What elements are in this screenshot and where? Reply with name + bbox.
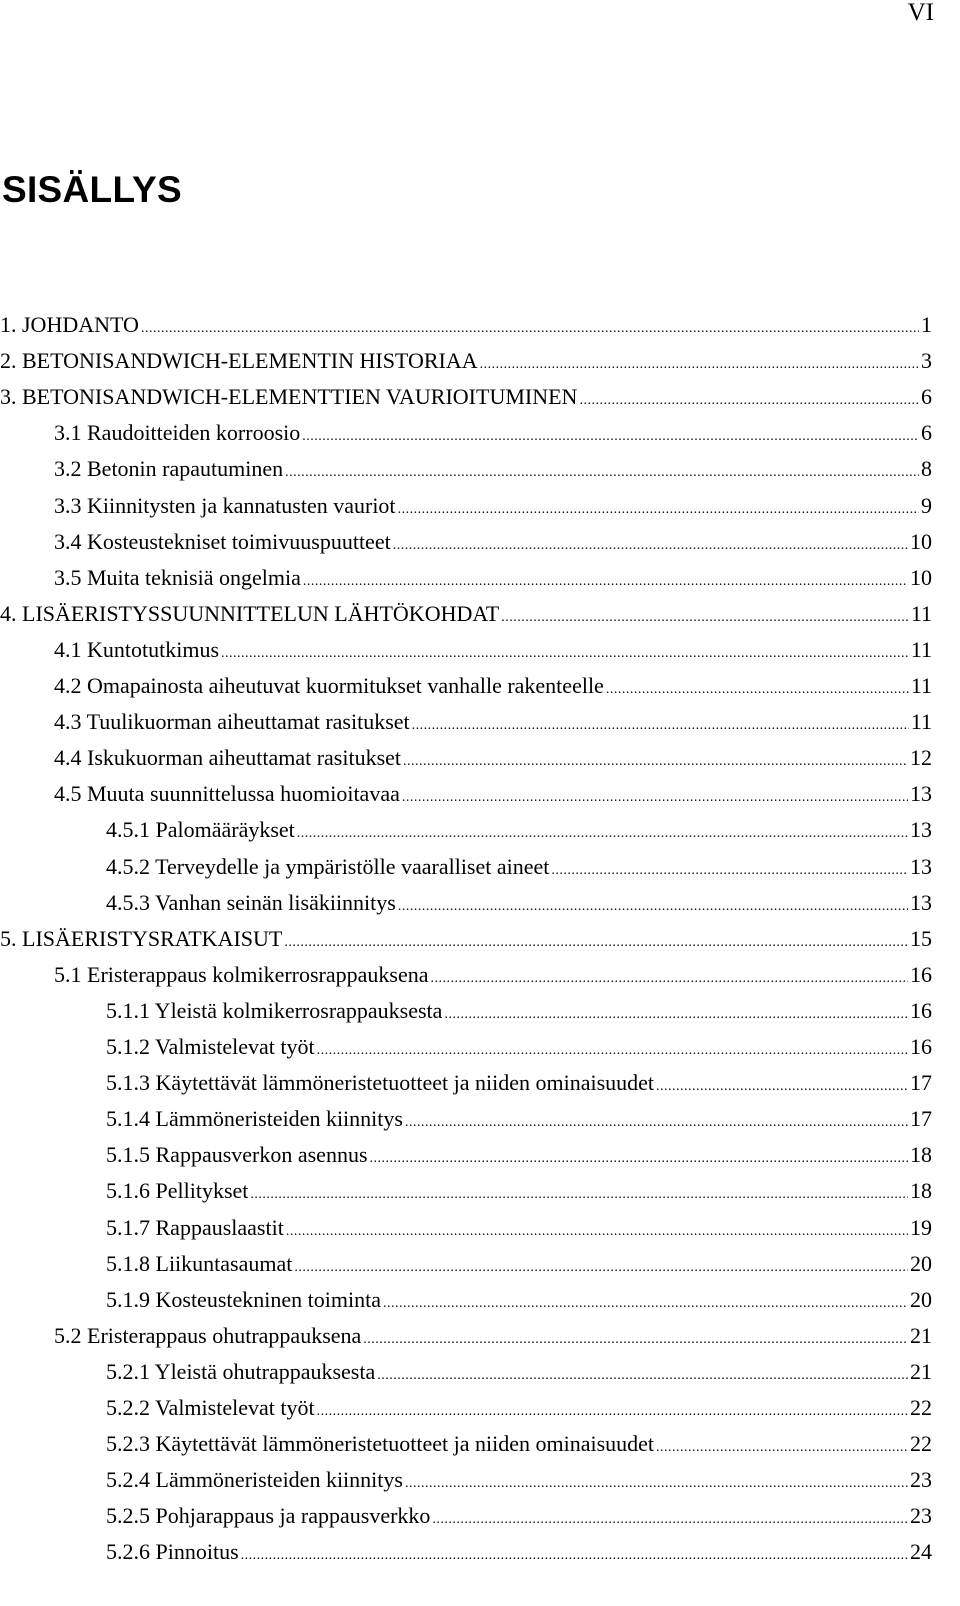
toc-entry-page: 23 bbox=[910, 1503, 932, 1528]
toc-leader-dots bbox=[393, 531, 908, 561]
toc-leader-dots bbox=[501, 603, 909, 633]
toc-leader-dots bbox=[370, 1144, 908, 1174]
toc-leader-dots bbox=[294, 1253, 908, 1283]
toc-leader-dots bbox=[284, 928, 908, 958]
toc-entry-label: 3.2 Betonin rapautuminen bbox=[54, 456, 284, 481]
toc-entry-page: 24 bbox=[910, 1539, 932, 1564]
toc-entry-label: 5.1 Eristerappaus kolmikerrosrappauksena bbox=[54, 962, 429, 987]
toc-entry-label: 4.5.1 Palomääräykset bbox=[106, 817, 295, 842]
toc-entry-page: 13 bbox=[910, 854, 932, 879]
toc-entry-page: 10 bbox=[910, 529, 932, 554]
toc-entry-page: 3 bbox=[921, 348, 932, 373]
toc-leader-dots bbox=[398, 892, 908, 922]
toc-leader-dots bbox=[221, 639, 909, 669]
toc-entry-page: 1 bbox=[921, 312, 932, 337]
toc-entry-page: 20 bbox=[910, 1251, 932, 1276]
toc-leader-dots bbox=[317, 1397, 908, 1427]
toc-entry-page: 6 bbox=[921, 384, 932, 409]
toc-entry-label: 5.1.1 Yleistä kolmikerrosrappauksesta bbox=[106, 998, 443, 1023]
toc-entry-label: 5. LISÄERISTYSRATKAISUT bbox=[0, 926, 283, 951]
toc-entry-page: 11 bbox=[910, 637, 932, 662]
toc-entry-page: 16 bbox=[910, 1034, 932, 1059]
toc-entry[interactable] bbox=[54, 707, 932, 737]
toc-leader-dots bbox=[403, 747, 908, 777]
toc-entry-page: 11 bbox=[910, 709, 932, 734]
toc-entry[interactable] bbox=[106, 1357, 932, 1387]
toc-entry[interactable] bbox=[106, 888, 932, 918]
toc-entry[interactable] bbox=[0, 382, 932, 412]
toc-entry-page: 19 bbox=[910, 1215, 932, 1240]
toc-entry[interactable] bbox=[106, 1176, 932, 1206]
toc-entry-label: 3.1 Raudoitteiden korroosio bbox=[54, 420, 301, 445]
toc-entry-label: 5.1.9 Kosteustekninen toiminta bbox=[106, 1287, 381, 1312]
toc-entry[interactable] bbox=[0, 599, 932, 629]
toc-entry-page: 21 bbox=[910, 1359, 932, 1384]
toc-entry[interactable] bbox=[54, 527, 932, 557]
toc-entry[interactable] bbox=[0, 924, 932, 954]
toc-leader-dots bbox=[363, 1325, 908, 1355]
toc-leader-dots bbox=[432, 1505, 908, 1535]
toc-entry-label: 5.2.1 Yleistä ohutrappauksesta bbox=[106, 1359, 376, 1384]
toc-entry-page: 9 bbox=[921, 493, 932, 518]
toc-entry-label: 5.1.4 Lämmöneristeiden kiinnitys bbox=[106, 1106, 403, 1131]
toc-leader-dots bbox=[431, 964, 909, 994]
toc-entry[interactable] bbox=[106, 1068, 932, 1098]
toc-entry-label: 4. LISÄERISTYSSUUNNITTELUN LÄHTÖKOHDAT bbox=[0, 601, 500, 626]
toc-entry-label: 3.3 Kiinnitysten ja kannatusten vauriot bbox=[54, 493, 396, 518]
toc-leader-dots bbox=[141, 314, 919, 344]
toc-leader-dots bbox=[579, 386, 919, 416]
toc-entry-label: 5.1.2 Valmistelevat työt bbox=[106, 1034, 315, 1059]
toc-entry[interactable] bbox=[106, 1537, 932, 1567]
toc-entry-page: 13 bbox=[910, 781, 932, 806]
toc-entry-page: 10 bbox=[910, 565, 932, 590]
toc-entry-page: 11 bbox=[910, 601, 932, 626]
toc-leader-dots bbox=[444, 1000, 908, 1030]
toc-entry[interactable] bbox=[106, 1285, 932, 1315]
toc-entry[interactable] bbox=[106, 1393, 932, 1423]
page-title: SISÄLLYS bbox=[2, 169, 182, 210]
toc-entry-label: 5.1.3 Käytettävät lämmöneristetuotteet ja niiden ominaisuudet bbox=[106, 1070, 655, 1095]
toc-entry-label: 3.5 Muita teknisiä ongelmia bbox=[54, 565, 301, 590]
toc-leader-dots bbox=[412, 711, 909, 741]
toc-entry-page: 20 bbox=[910, 1287, 932, 1312]
toc-entry[interactable] bbox=[106, 1501, 932, 1531]
toc-entry-page: 17 bbox=[910, 1070, 932, 1095]
toc-leader-dots bbox=[656, 1072, 908, 1102]
toc-leader-dots bbox=[398, 495, 919, 525]
toc-entry-label: 4.1 Kuntotutkimus bbox=[54, 637, 220, 662]
toc-entry[interactable] bbox=[106, 852, 932, 882]
toc-entry-label: 5.1.7 Rappauslaastit bbox=[106, 1215, 284, 1240]
toc-entry-label: 3.4 Kosteustekniset toimivuuspuutteet bbox=[54, 529, 391, 554]
toc-entry-page: 23 bbox=[910, 1467, 932, 1492]
toc-entry-label: 4.5.2 Terveydelle ja ympäristölle vaaralliset aineet bbox=[106, 854, 550, 879]
toc-entry-label: 4.2 Omapainosta aiheutuvat kuormitukset vanhalle rakenteelle bbox=[54, 673, 604, 698]
toc-entry-label: 5.2.4 Lämmöneristeiden kiinnitys bbox=[106, 1467, 403, 1492]
toc-leader-dots bbox=[402, 783, 908, 813]
toc-entry-page: 18 bbox=[910, 1178, 932, 1203]
toc-entry-label: 5.1.8 Liikuntasaumat bbox=[106, 1251, 293, 1276]
toc-leader-dots bbox=[480, 350, 919, 380]
toc-entry[interactable] bbox=[106, 996, 932, 1026]
toc-leader-dots bbox=[241, 1541, 908, 1571]
toc-entry-page: 8 bbox=[921, 456, 932, 481]
toc-entry[interactable] bbox=[0, 310, 932, 340]
toc-entry-label: 3. BETONISANDWICH-ELEMENTTIEN VAURIOITUMINEN bbox=[0, 384, 578, 409]
toc-leader-dots bbox=[405, 1108, 908, 1138]
toc-entry[interactable] bbox=[106, 1429, 932, 1459]
toc-entry-page: 22 bbox=[910, 1431, 932, 1456]
toc-entry[interactable] bbox=[106, 1140, 932, 1170]
toc-leader-dots bbox=[286, 1217, 908, 1247]
toc-entry[interactable] bbox=[106, 1104, 932, 1134]
toc-entry-label: 5.2.3 Käytettävät lämmöneristetuotteet ja niiden ominaisuudet bbox=[106, 1431, 655, 1456]
toc-leader-dots bbox=[303, 567, 908, 597]
toc-leader-dots bbox=[302, 422, 919, 452]
toc-leader-dots bbox=[297, 819, 908, 849]
toc-entry[interactable] bbox=[106, 815, 932, 845]
toc-leader-dots bbox=[377, 1361, 908, 1391]
toc-entry-label: 1. JOHDANTO bbox=[0, 312, 139, 337]
toc-leader-dots bbox=[656, 1433, 908, 1463]
toc-entry[interactable] bbox=[106, 1249, 932, 1279]
toc-entry-page: 15 bbox=[910, 926, 932, 951]
toc-entry-page: 16 bbox=[910, 998, 932, 1023]
toc-entry-label: 5.2.5 Pohjarappaus ja rappausverkko bbox=[106, 1503, 431, 1528]
toc-entry-page: 18 bbox=[910, 1142, 932, 1167]
toc-entry[interactable] bbox=[54, 779, 932, 809]
toc-entry[interactable] bbox=[54, 418, 932, 448]
toc-entry-page: 16 bbox=[910, 962, 932, 987]
toc-entry-label: 4.5 Muuta suunnittelussa huomioitavaa bbox=[54, 781, 400, 806]
toc-entry-page: 17 bbox=[910, 1106, 932, 1131]
toc-leader-dots bbox=[285, 458, 919, 488]
toc-entry-label: 5.2.2 Valmistelevat työt bbox=[106, 1395, 315, 1420]
toc-entry-label: 5.2.6 Pinnoitus bbox=[106, 1539, 239, 1564]
toc-entry[interactable] bbox=[54, 454, 932, 484]
toc-entry[interactable] bbox=[106, 1032, 932, 1062]
toc-entry[interactable] bbox=[106, 1213, 932, 1243]
toc-leader-dots bbox=[551, 856, 908, 886]
toc-entry-page: 11 bbox=[910, 673, 932, 698]
toc-entry-label: 5.1.6 Pellitykset bbox=[106, 1178, 249, 1203]
toc-entry-label: 4.4 Iskukuorman aiheuttamat rasitukset bbox=[54, 745, 402, 770]
toc-entry-page: 13 bbox=[910, 890, 932, 915]
toc-leader-dots bbox=[250, 1180, 908, 1210]
toc-entry[interactable] bbox=[54, 1321, 932, 1351]
toc-entry-label: 4.3 Tuulikuorman aiheuttamat rasitukset bbox=[54, 709, 410, 734]
toc-entry-page: 21 bbox=[910, 1323, 932, 1348]
toc-entry[interactable] bbox=[54, 743, 932, 773]
toc-entry[interactable] bbox=[54, 671, 932, 701]
toc-entry-page: 13 bbox=[910, 817, 932, 842]
toc-entry-page: 12 bbox=[910, 745, 932, 770]
toc-entry-page: 6 bbox=[921, 420, 932, 445]
toc-entry[interactable] bbox=[54, 960, 932, 990]
toc-leader-dots bbox=[606, 675, 909, 705]
toc-entry[interactable] bbox=[54, 491, 932, 521]
toc-entry-label: 5.1.5 Rappausverkon asennus bbox=[106, 1142, 368, 1167]
toc-entry[interactable] bbox=[54, 563, 932, 593]
toc-entry-label: 4.5.3 Vanhan seinän lisäkiinnitys bbox=[106, 890, 396, 915]
toc-entry[interactable] bbox=[106, 1465, 932, 1495]
page-number: VI bbox=[907, 0, 934, 26]
toc-leader-dots bbox=[383, 1289, 908, 1319]
toc-entry-label: 2. BETONISANDWICH-ELEMENTIN HISTORIAA bbox=[0, 348, 478, 373]
toc-leader-dots bbox=[317, 1036, 908, 1066]
toc-leader-dots bbox=[405, 1469, 908, 1499]
toc-entry[interactable] bbox=[54, 635, 932, 665]
toc-entry[interactable] bbox=[0, 346, 932, 376]
toc-entry-label: 5.2 Eristerappaus ohutrappauksena bbox=[54, 1323, 362, 1348]
toc-entry-page: 22 bbox=[910, 1395, 932, 1420]
